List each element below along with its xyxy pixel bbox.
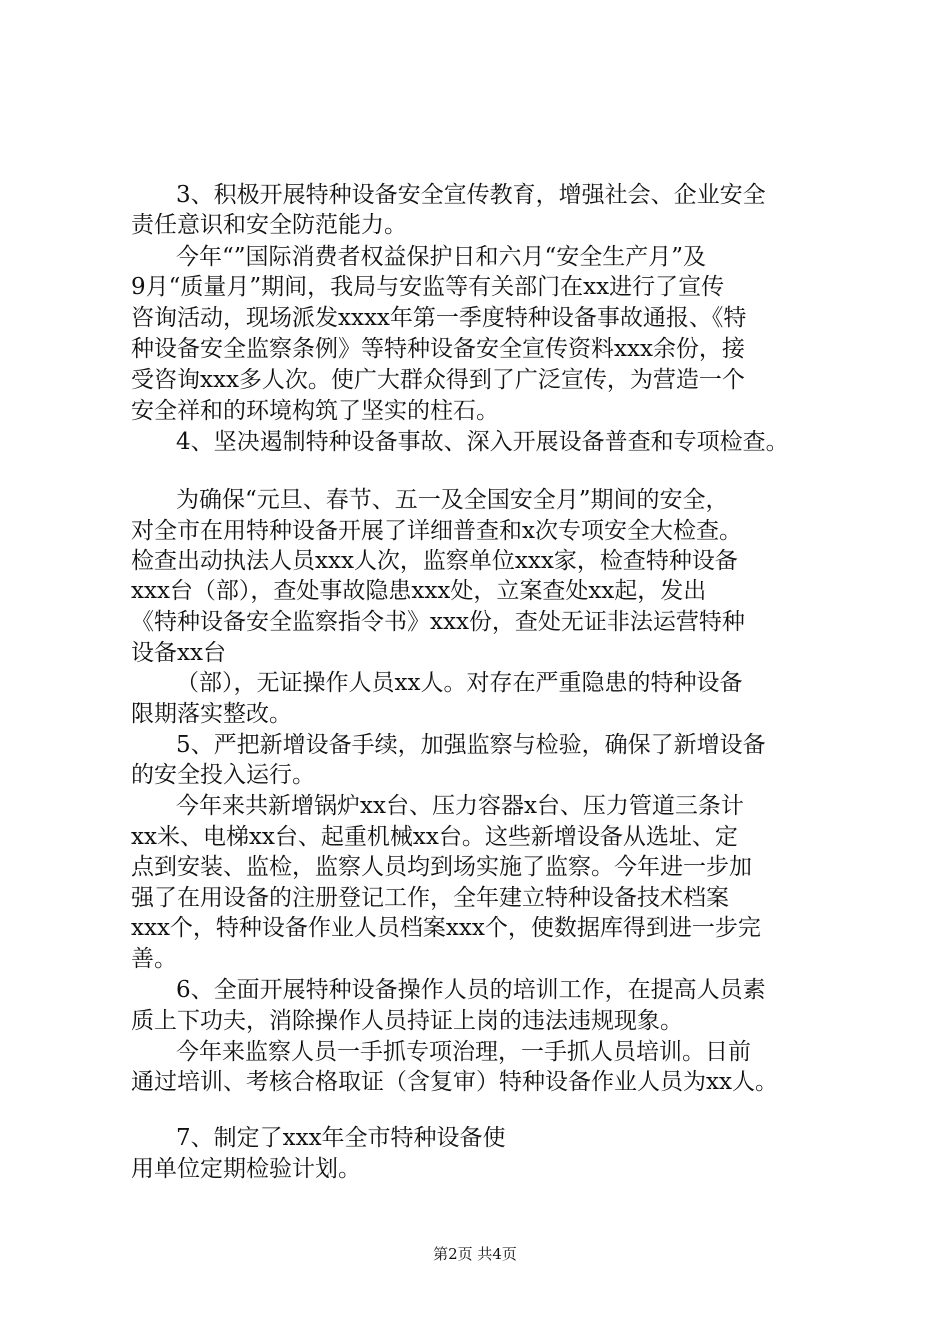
paragraph-line: 今年“”国际消费者权益保护日和六月“安全生产月”及	[176, 244, 707, 270]
paragraph-line: 责任意识和安全防范能力。	[131, 212, 407, 238]
paragraph-line: 用单位定期检验计划。	[131, 1156, 361, 1182]
paragraph-line: 安全祥和的环境构筑了坚实的柱石。	[131, 398, 499, 424]
paragraph-line: 检查出动执法人员xxx人次，监察单位xxx家，检查特种设备	[131, 548, 738, 574]
paragraph-line: 《特种设备安全监察指令书》xxx份，查处无证非法运营特种	[131, 609, 745, 635]
paragraph-line: 为确保“元旦、春节、五一及全国安全月”期间的安全，	[176, 487, 729, 513]
paragraph-line: 咨询活动，现场派发xxxx年第一季度特种设备事故通报、《特	[131, 305, 747, 331]
paragraph-line: 9月“质量月”期间，我局与安监等有关部门在xx进行了宣传	[131, 274, 725, 300]
paragraph-line: 质上下功夫，消除操作人员持证上岗的违法违规现象。	[131, 1008, 683, 1034]
paragraph-line: 通过培训、考核合格取证（含复审）特种设备作业人员为xx人。	[131, 1069, 778, 1095]
paragraph-line: （部），无证操作人员xx人。对存在严重隐患的特种设备	[176, 670, 743, 696]
paragraph-line: 种设备安全监察条例》等特种设备安全宣传资料xxx余份，接	[131, 336, 745, 362]
paragraph-line: xxx台（部），查处事故隐患xxx处，立案查处xx起，发出	[131, 578, 707, 604]
paragraph-line: 受咨询xxx多人次。使广大群众得到了广泛宣传，为营造一个	[131, 367, 745, 393]
paragraph-line: 7、制定了xxx年全市特种设备使	[176, 1125, 506, 1151]
paragraph-line: 今年来监察人员一手抓专项治理，一手抓人员培训。日前	[176, 1039, 751, 1065]
paragraph-line: 今年来共新增锅炉xx台、压力容器x台、压力管道三条计	[176, 793, 744, 819]
paragraph-line: 限期落实整改。	[131, 701, 292, 727]
paragraph-line: xxx个，特种设备作业人员档案xxx个，使数据库得到进一步完	[131, 915, 761, 941]
paragraph-line: 4、坚决遏制特种设备事故、深入开展设备普查和专项检查。	[176, 429, 789, 455]
paragraph-line: 对全市在用特种设备开展了详细普查和x次专项安全大检查。	[131, 518, 742, 544]
paragraph-line: 善。	[131, 946, 177, 972]
paragraph-line: 点到安装、监检，监察人员均到场实施了监察。今年进一步加	[131, 854, 752, 880]
paragraph-line: 强了在用设备的注册登记工作，全年建立特种设备技术档案	[131, 885, 729, 911]
paragraph-line: 的安全投入运行。	[131, 762, 315, 788]
paragraph-line: xx米、电梯xx台、起重机械xx台。这些新增设备从选址、定	[131, 824, 738, 850]
paragraph-line: 3、积极开展特种设备安全宣传教育，增强社会、企业安全	[176, 182, 766, 208]
page-footer: 第2页 共4页	[433, 1245, 517, 1263]
paragraph-line: 6、全面开展特种设备操作人员的培训工作，在提高人员素	[176, 977, 766, 1003]
paragraph-line: 5、严把新增设备手续，加强监察与检验，确保了新增设备	[176, 732, 766, 758]
paragraph-line: 设备xx台	[131, 640, 226, 666]
